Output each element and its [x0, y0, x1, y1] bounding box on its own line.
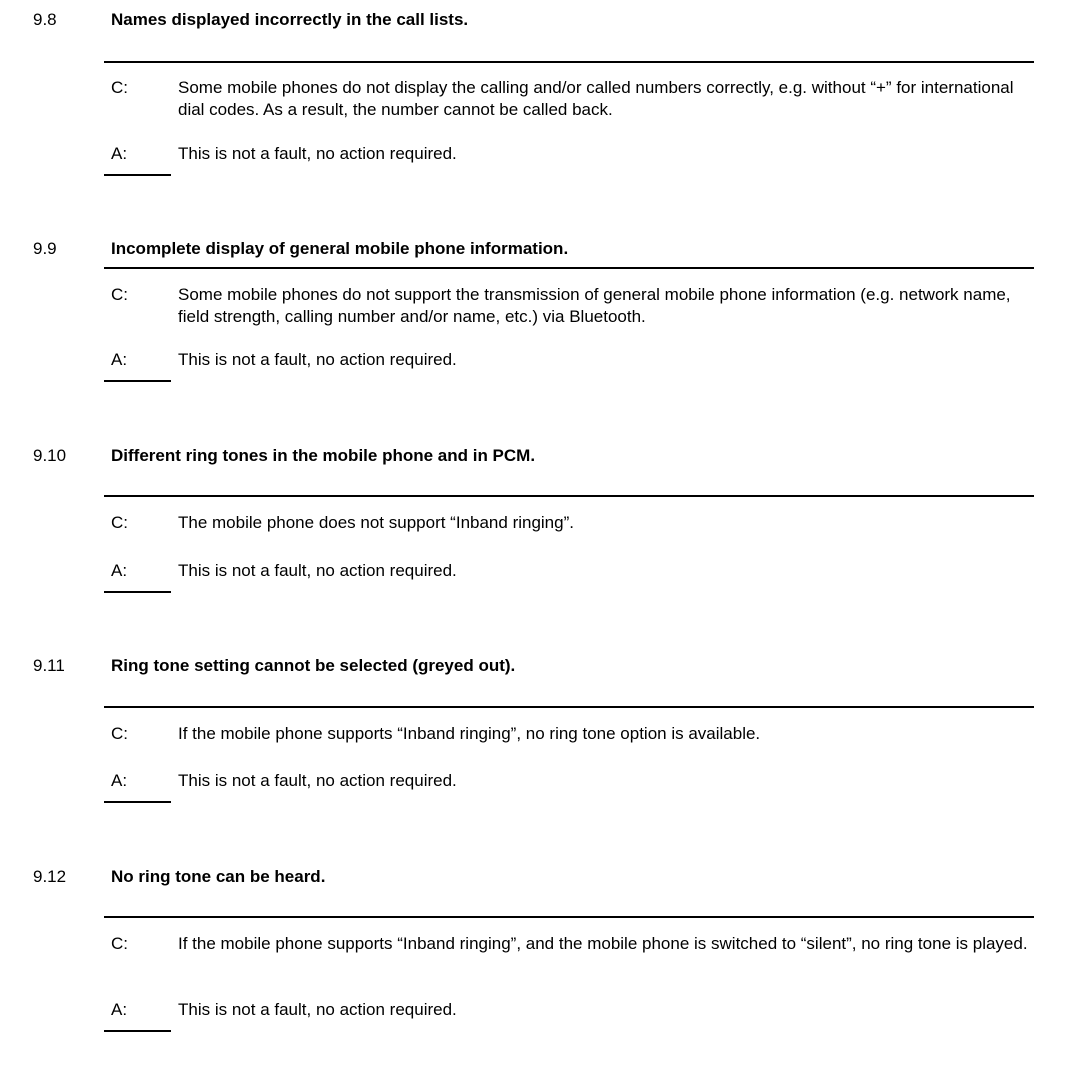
cause-text: If the mobile phone supports “Inband ringing”, and the mobile phone is switched to “silent”, no ring tone is played.: [178, 934, 1028, 953]
action-label: A:: [111, 144, 128, 163]
action-label: A:: [111, 350, 128, 369]
section-number: 9.8: [33, 10, 57, 29]
section-number: 9.11: [33, 656, 65, 675]
action-text: This is not a fault, no action required.: [178, 1000, 457, 1019]
title-rule: [104, 495, 1034, 497]
section-number: 9.9: [33, 239, 57, 258]
section-title: Ring tone setting cannot be selected (greyed out).: [111, 656, 516, 675]
title-rule: [104, 61, 1034, 63]
action-text: This is not a fault, no action required.: [178, 561, 457, 580]
section-number: 9.10: [33, 446, 67, 465]
action-underline: [104, 591, 171, 593]
action-underline: [104, 801, 171, 803]
title-rule: [104, 706, 1034, 708]
action-label: A:: [111, 771, 128, 790]
section-number: 9.12: [33, 867, 67, 886]
cause-label: C:: [111, 285, 128, 304]
cause-label: C:: [111, 78, 128, 97]
action-underline: [104, 380, 171, 382]
section-title: Names displayed incorrectly in the call lists.: [111, 10, 469, 29]
cause-text: Some mobile phones do not support the transmission of general mobile phone information (e.g. network name, field strength, calling number and/or name, etc.) via Bluetooth.: [178, 285, 1011, 326]
action-text: This is not a fault, no action required.: [178, 144, 457, 163]
action-label: A:: [111, 561, 128, 580]
action-underline: [104, 174, 171, 176]
action-text: This is not a fault, no action required.: [178, 350, 457, 369]
section-title: Different ring tones in the mobile phone and in PCM.: [111, 446, 536, 465]
section-title: No ring tone can be heard.: [111, 867, 326, 886]
title-rule: [104, 267, 1034, 269]
action-label: A:: [111, 1000, 128, 1019]
cause-text: If the mobile phone supports “Inband ringing”, no ring tone option is available.: [178, 724, 761, 743]
section-title: Incomplete display of general mobile phone information.: [111, 239, 569, 258]
action-text: This is not a fault, no action required.: [178, 771, 457, 790]
cause-label: C:: [111, 934, 128, 953]
cause-text: The mobile phone does not support “Inband ringing”.: [178, 513, 574, 532]
title-rule: [104, 916, 1034, 918]
cause-label: C:: [111, 513, 128, 532]
cause-label: C:: [111, 724, 128, 743]
cause-text: Some mobile phones do not display the calling and/or called numbers correctly, e.g. without “+” for international dial codes. As a result, the number cannot be called back.: [178, 78, 1014, 119]
action-underline: [104, 1030, 171, 1032]
